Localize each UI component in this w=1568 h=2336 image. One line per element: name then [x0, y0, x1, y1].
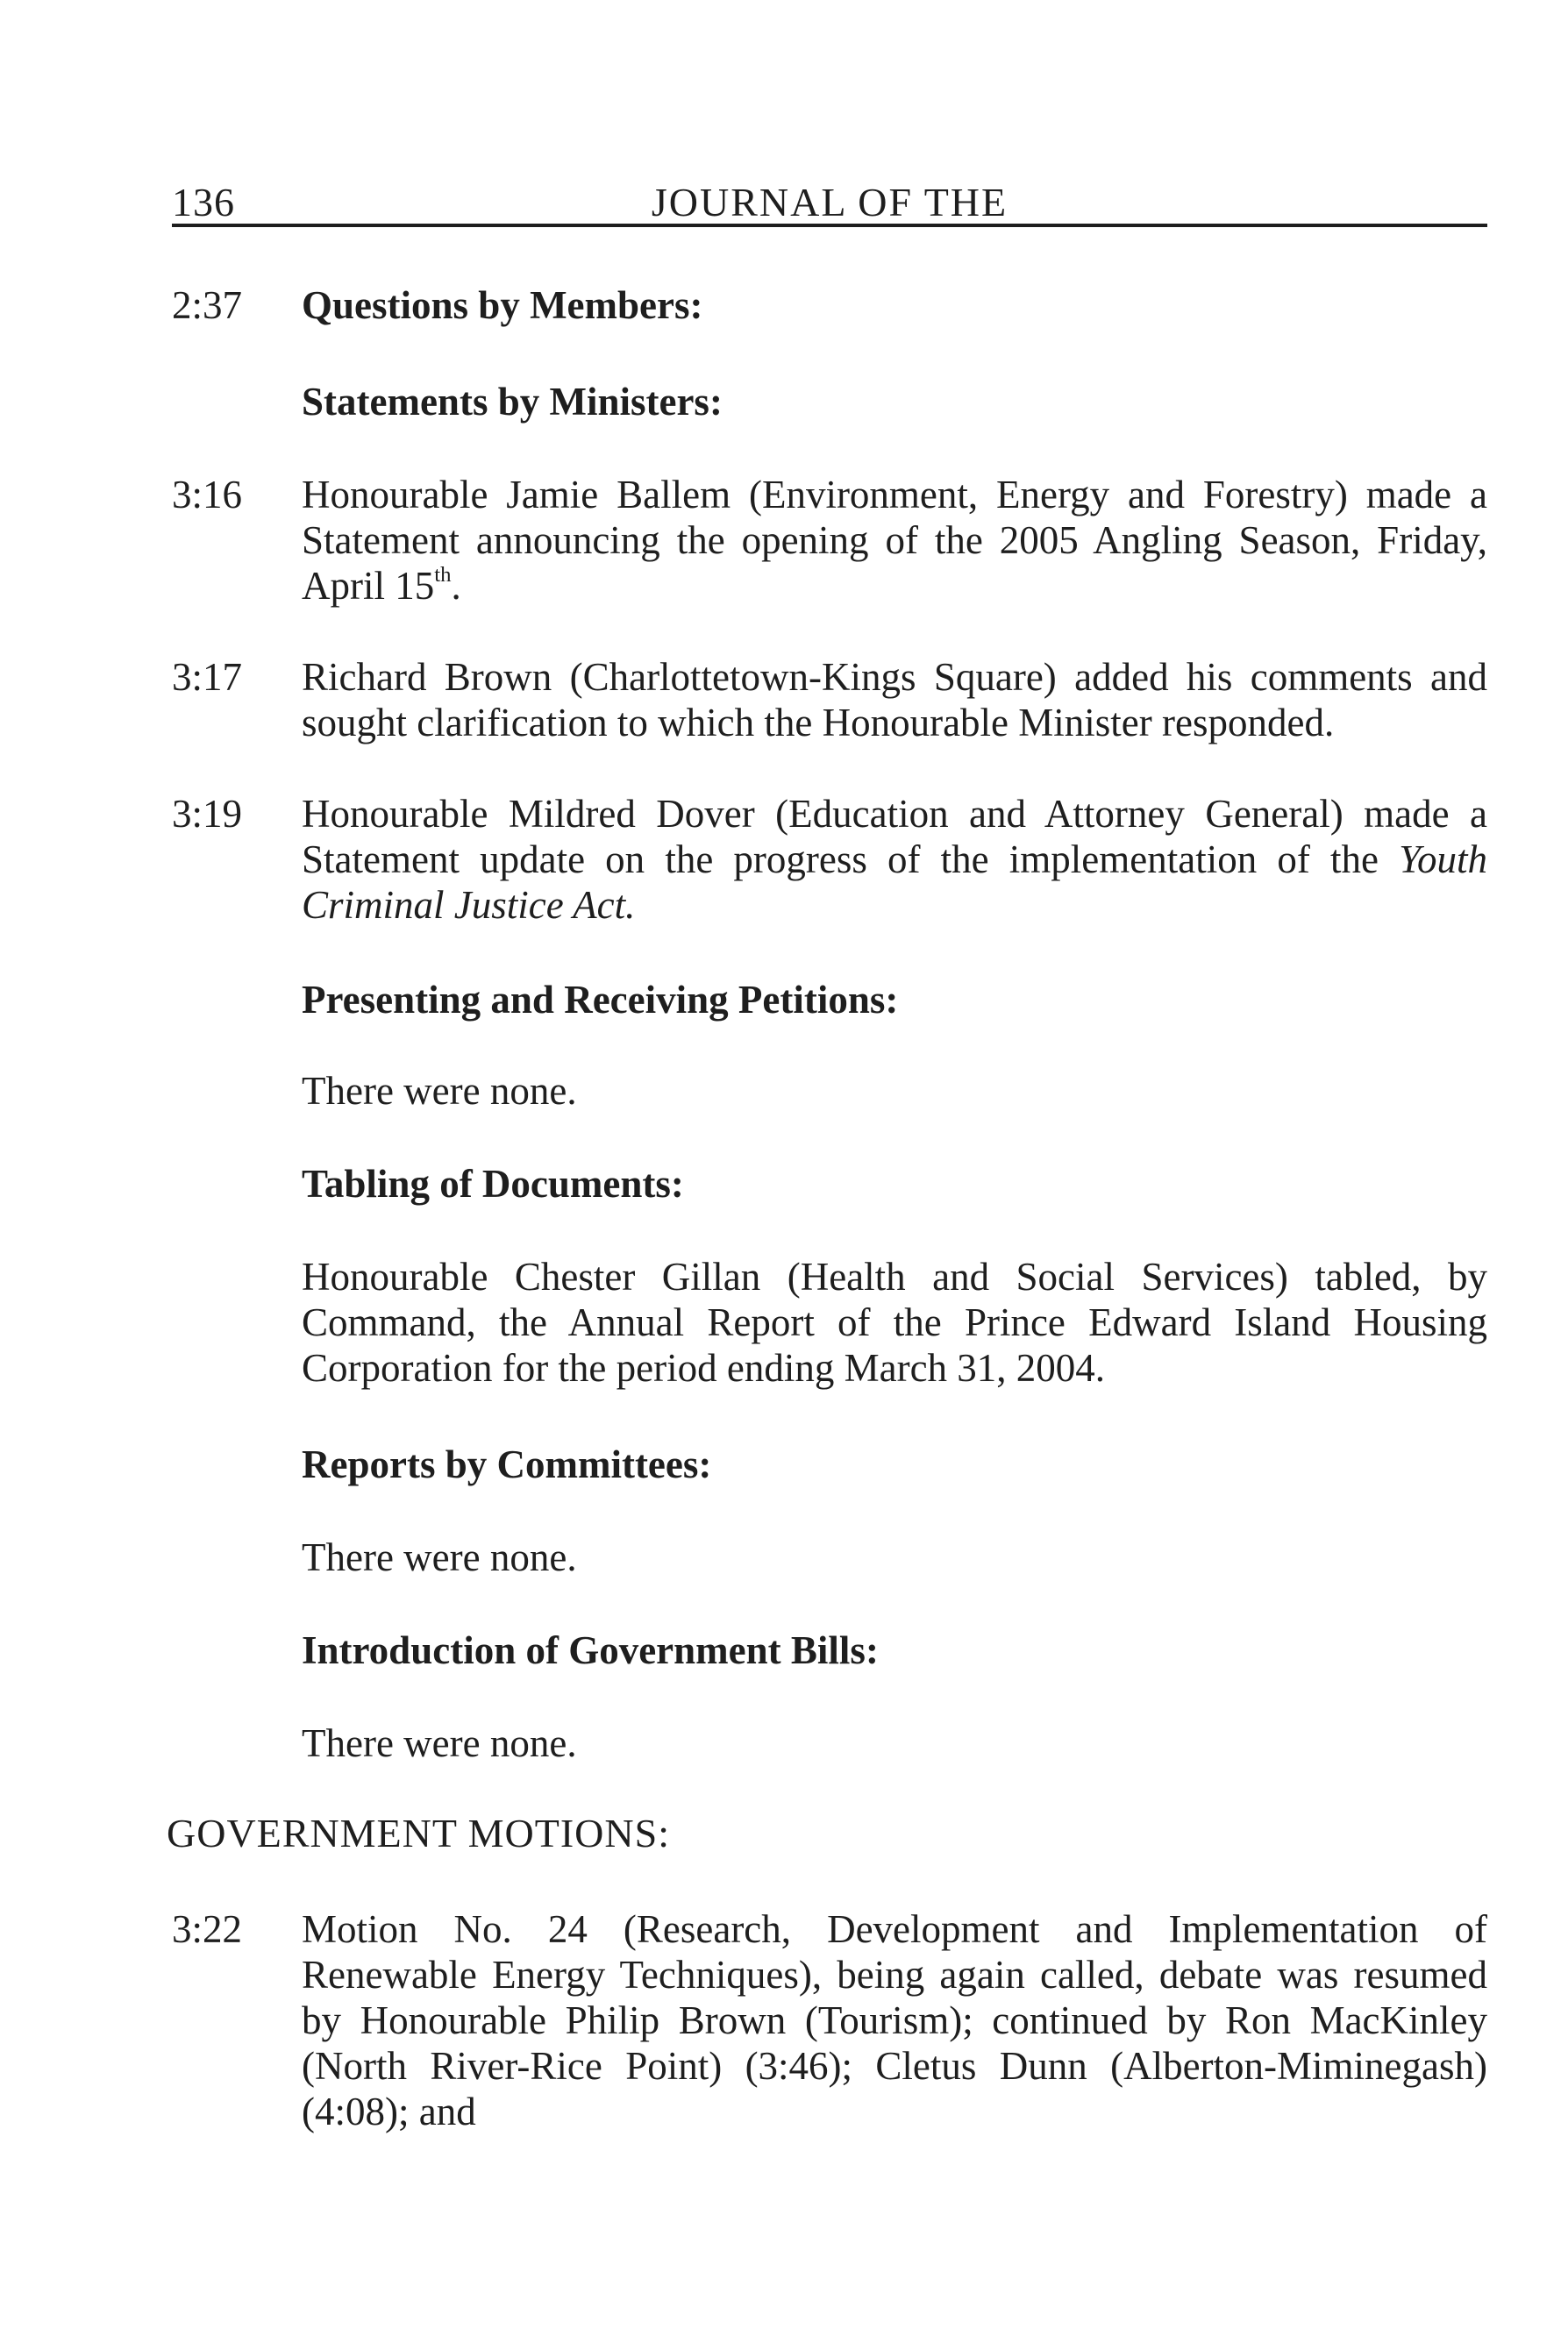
- motion-text: Motion No. 24 (Research, Development and Implementation of Renewable Energy Techniques), being again called, debate was resumed by Honourable Philip Brown (Tourism); continued by Ron MacKinley (North River-Rice Point) (3:46); Cletus Dunn (Alberton-Miminegash) (4:08); and: [302, 1907, 1487, 2133]
- reports-text: There were none.: [302, 1535, 577, 1579]
- statements-heading: Statements by Ministers:: [302, 380, 723, 424]
- entry-time: 2:37: [172, 283, 243, 327]
- tabling-text: Honourable Chester Gillan (Health and Social Services) tabled, by Command, the Annual Report of the Prince Edward Island Housing Corporation for the period ending March 31, 2004.: [302, 1255, 1487, 1390]
- statement-text-part: Honourable Jamie Ballem (Environment, Energy and Forestry) made a Statement announcing the opening of the 2005 Angling Season, Friday, April 15: [302, 473, 1487, 608]
- entry-time: 3:17: [172, 655, 243, 699]
- entry-time: 3:19: [172, 792, 243, 836]
- ordinal-suffix: th: [434, 563, 452, 588]
- entry-time: 3:16: [172, 473, 243, 516]
- statement-text-part: .: [451, 564, 461, 608]
- questions-heading: Questions by Members:: [302, 283, 703, 327]
- statement-text-3: [302, 791, 1487, 928]
- tabling-heading: Tabling of Documents:: [302, 1162, 684, 1206]
- gov-bills-heading: Introduction of Government Bills:: [302, 1628, 879, 1672]
- gov-motions-heading: GOVERNMENT MOTIONS:: [167, 1811, 670, 1855]
- page-number: 136: [172, 180, 235, 224]
- petitions-text: There were none.: [302, 1069, 577, 1113]
- act-title: Youth Criminal Justice Act.: [302, 837, 1487, 927]
- running-head: JOURNAL OF THE: [651, 180, 1009, 224]
- reports-heading: Reports by Committees:: [302, 1442, 712, 1486]
- statement-text-1: [302, 472, 1487, 609]
- statement-text-part: Honourable Mildred Dover (Education and Attorney General) made a Statement update on the progress of the implementation of the: [302, 792, 1487, 881]
- statement-text-2: Richard Brown (Charlottetown-Kings Square) added his comments and sought clarification to which the Honourable Minister responded.: [302, 655, 1487, 744]
- gov-bills-text: There were none.: [302, 1721, 577, 1765]
- header-rule: [172, 224, 1487, 227]
- entry-time: 3:22: [172, 1907, 243, 1951]
- petitions-heading: Presenting and Receiving Petitions:: [302, 978, 899, 1022]
